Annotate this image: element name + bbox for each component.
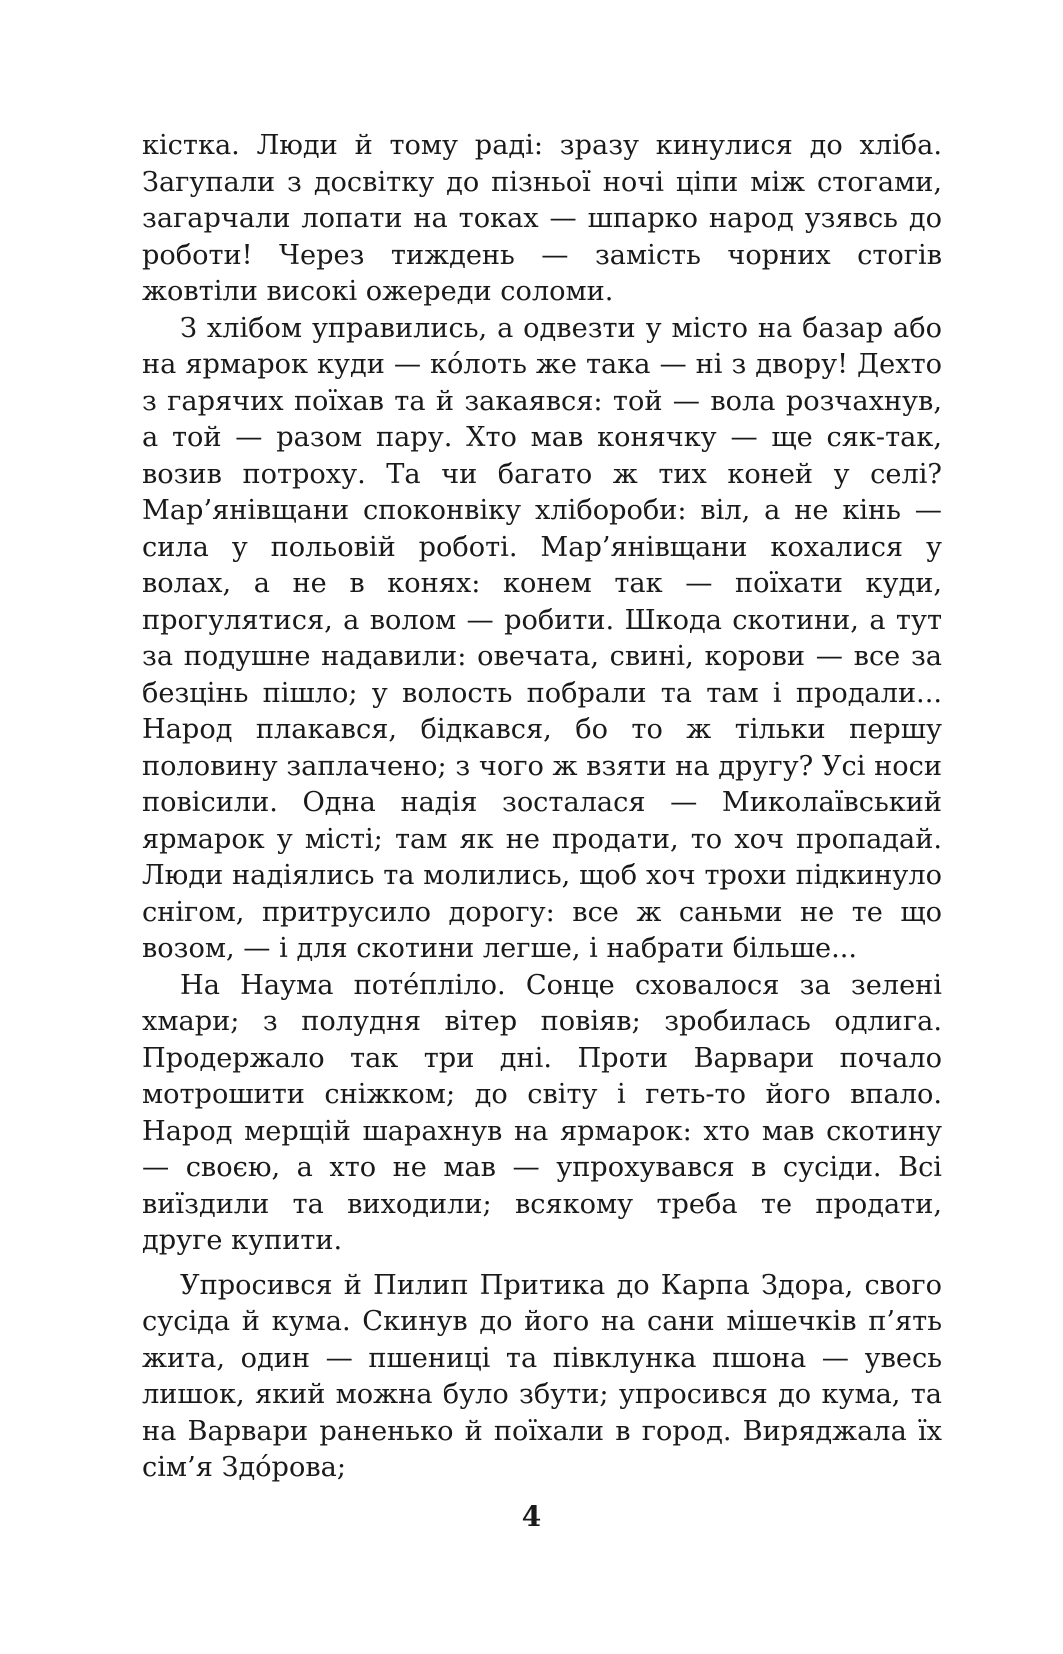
paragraph-2: З хлібом управились, а одвезти у місто на базар або на ярмарок куди — ко́лоть же така — ні з двору! Дехто з гарячих поїхав та й закаявся: той — вола розчахнув, а той — разом пару. Хто мав конячку — ще сяк-так, возив потроху. Та чи багато ж тих коней у селі? Мар’янівщани споконвіку хлібороби: віл, а не кінь — сила у польовій роботі. Мар’янівщани кохалися у волах, а не в конях: конем так — поїхати куди, прогулятися, а волом — робити. Шкода скотини, а тут за подушне надавили: овечата, свині, корови — все за безцінь пішло; у волость побрали та там і продали... Народ плакався, бідкався, бо то ж тільки першу половину заплачено; з чого ж взяти на другу? Усі носи повісили. Одна надія зосталася — Миколаївський ярмарок у місті; там як не продати, то хоч пропадай. Люди надіялись та молились, щоб хоч трохи підкинуло снігом, притрусило дорогу: все ж саньми не те що возом, — і для скотини легше, і набрати більше... [142, 312, 942, 964]
paragraph-4: Упросився й Пилип Притика до Карпа Здора, свого сусіда й кума. Скинув до його на сани мішечків п’ять жита, один — пшениці та півклунка пшона — увесь лишок, який можна було збути; упросився до кума, та на Варвари раненько й поїхали в город. Виряджала їх сім’я Здо́рова; [142, 1269, 942, 1483]
paragraph-1: кістка. Люди й тому раді: зразу кинулися до хліба. Загупали з досвітку до пізньої ночі ціпи між стогами, загарчали лопати на токах — шпарко народ узявсь до роботи! Через тиждень — замість чорних стогів жовтіли високі ожереди соломи. [142, 130, 942, 307]
page-body [142, 128, 942, 1487]
paragraph-3: На Наума поте́пліло. Сонце сховалося за зелені хмари; з полудня вітер повіяв; зробилась одлига. Продержало так три дні. Проти Варвари почало мотрошити сніжком; до світу і геть-то його впало. Народ мерщій шарахнув на ярмарок: хто мав скотину — своєю, а хто не мав — упрохувався в сусіди. Всі виїздили та виходили; всякому треба те продати, друге купити. [142, 969, 942, 1256]
page-number: 4 [521, 1500, 542, 1533]
